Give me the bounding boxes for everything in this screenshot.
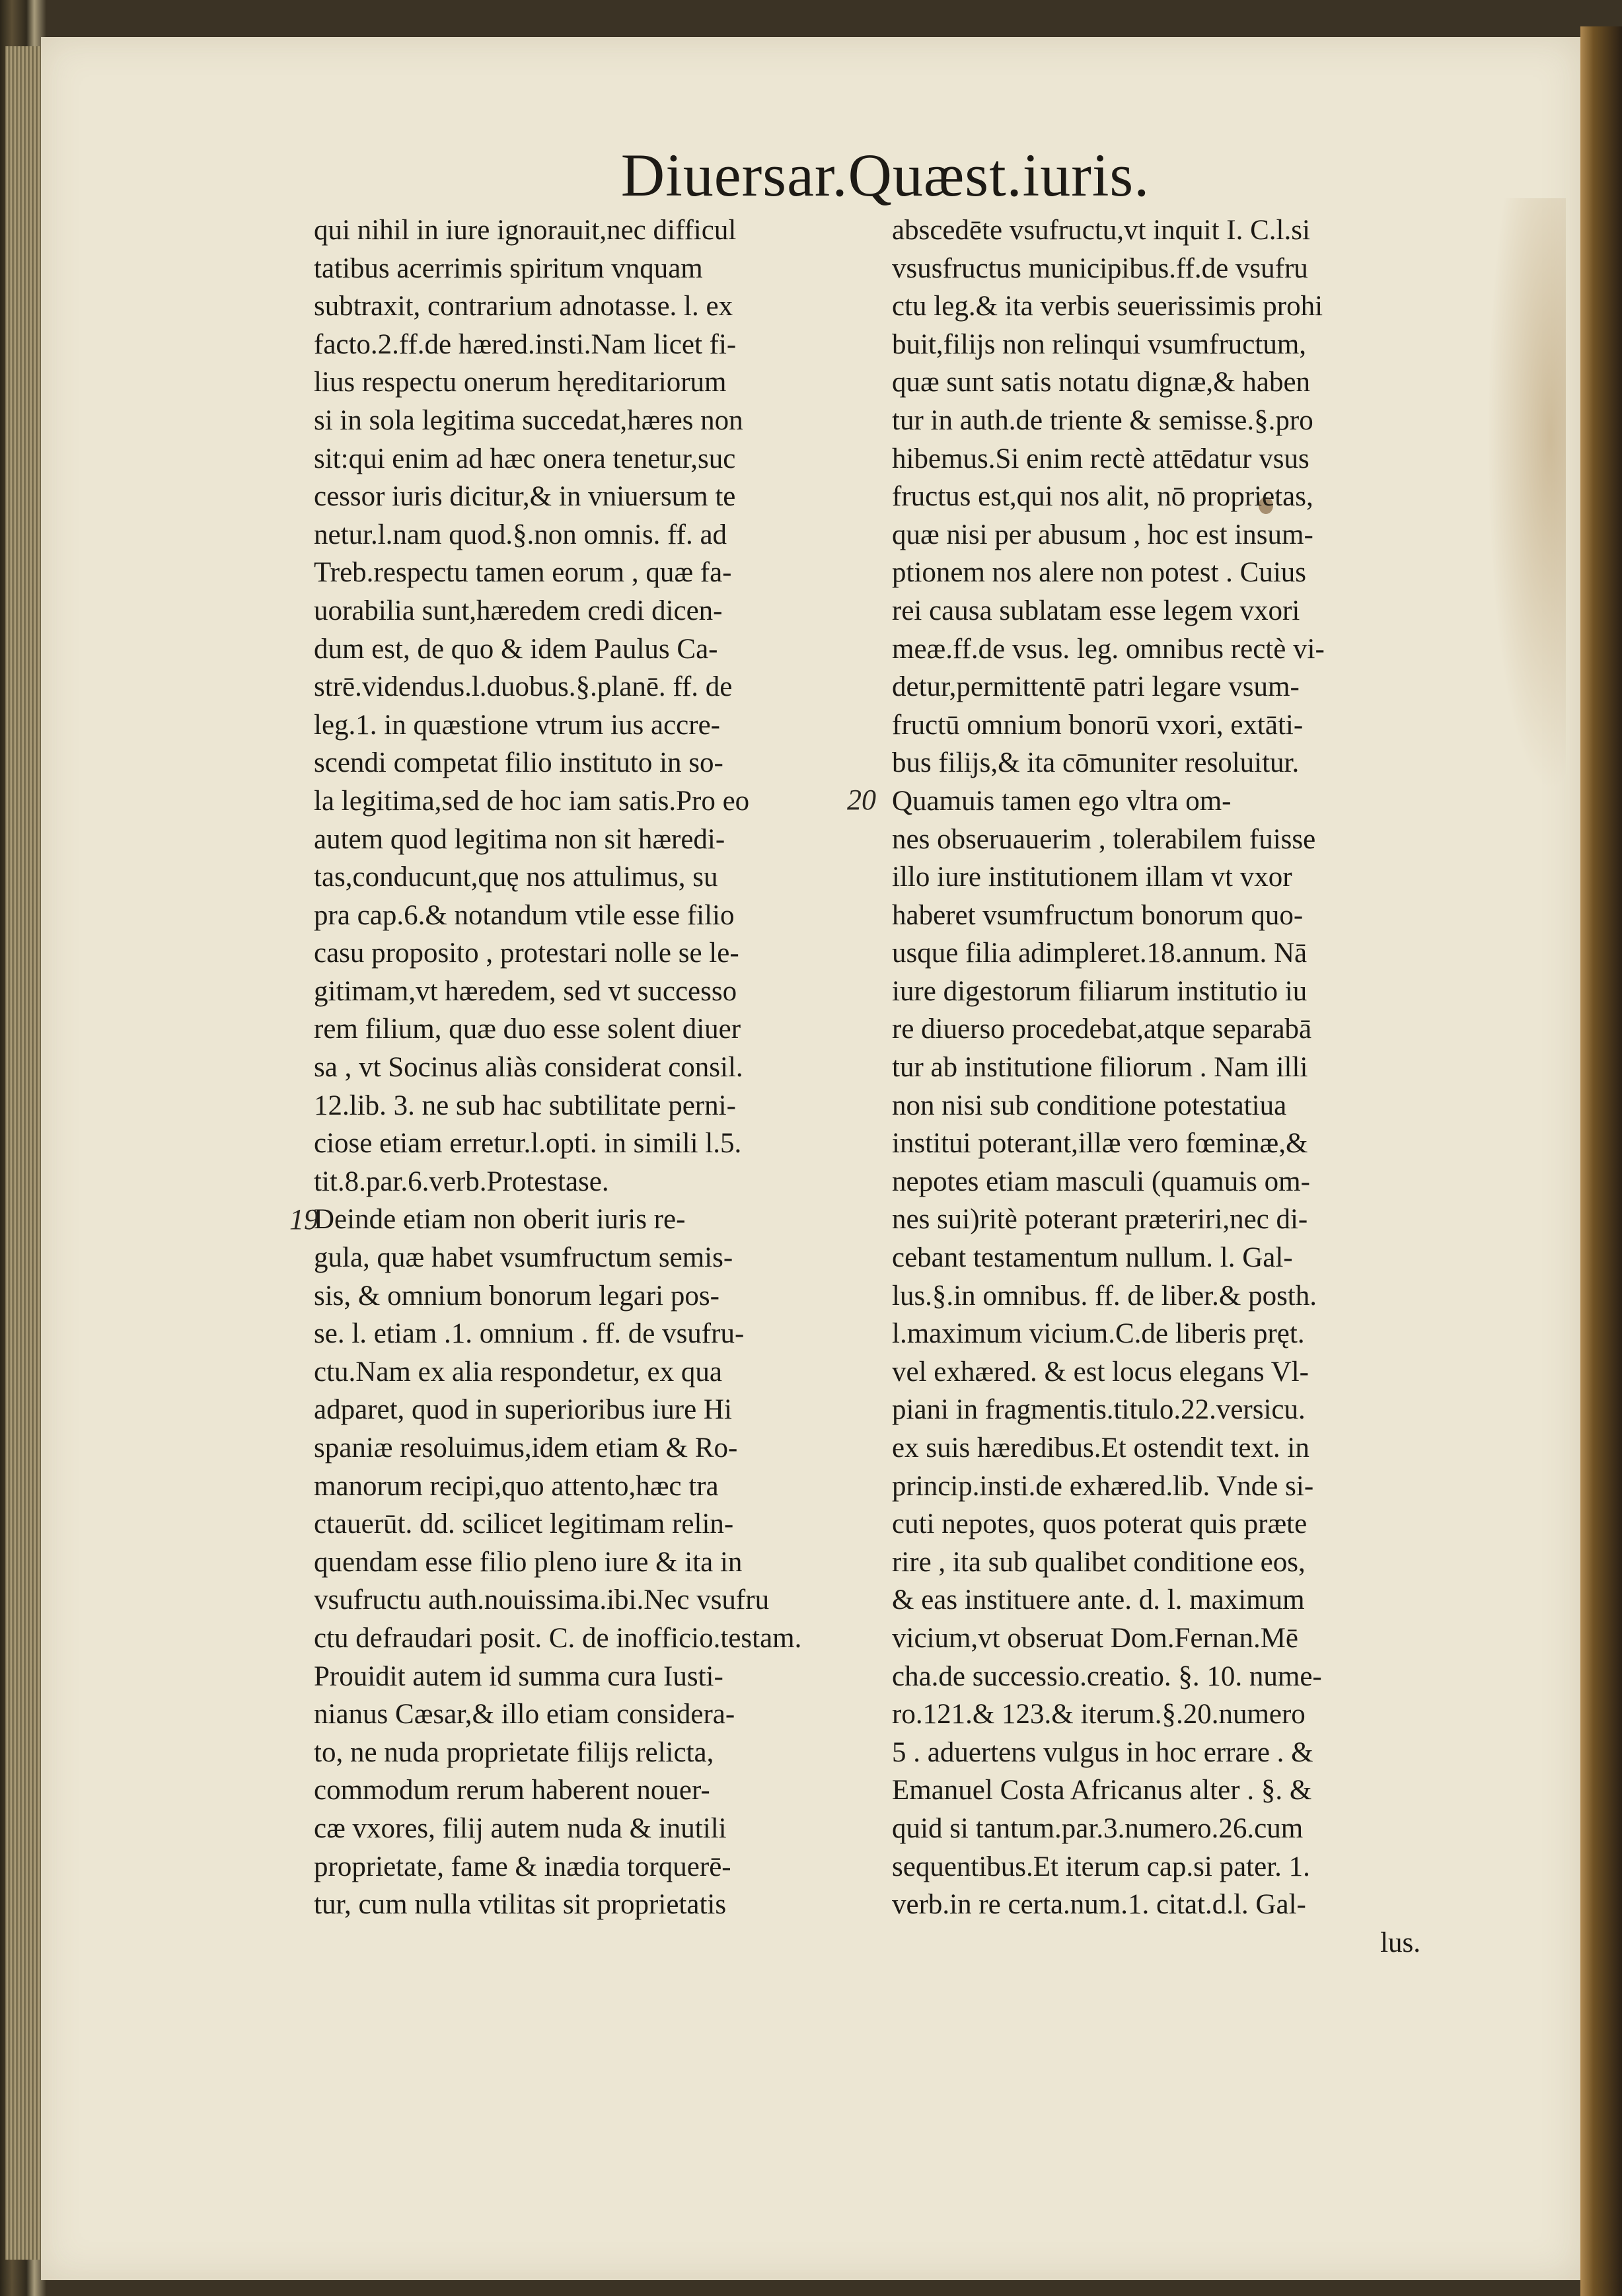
text-line: Prouidit autem id summa cura Iusti- <box>314 1660 723 1692</box>
text-line: piani in fragmentis.titulo.22.versicu. <box>892 1394 1306 1426</box>
text-line: uorabilia sunt,hæredem credi dicen- <box>314 595 723 626</box>
text-line: tur in auth.de triente & semisse.§.pro <box>892 404 1313 436</box>
text-line: institui poterant,illæ vero fœminæ,& <box>892 1128 1308 1160</box>
page-edges <box>5 46 46 2260</box>
text-line: to, ne nuda proprietate filijs relicta, <box>314 1736 714 1768</box>
text-line: tatibus acerrimis spiritum vnquam <box>314 252 703 284</box>
text-line: verb.in re certa.num.1. citat.d.l. Gal- <box>892 1889 1306 1921</box>
text-line: pra cap.6.& notandum vtile esse filio <box>314 899 735 931</box>
text-line: cha.de successio.creatio. §. 10. nume- <box>892 1660 1322 1692</box>
text-line: rire , ita sub qualibet conditione eos, <box>892 1546 1306 1578</box>
text-line: ro.121.& 123.& iterum.§.20.numero <box>892 1699 1306 1730</box>
text-line: nepotes etiam masculi (quamuis om- <box>892 1166 1310 1197</box>
text-line: gitimam,vt hæredem, sed vt successo <box>314 975 737 1007</box>
text-line: sis, & omnium bonorum legari pos- <box>314 1280 719 1312</box>
text-line: cessor iuris dicitur,& in vniuersum te <box>314 481 736 513</box>
text-line: hibemus.Si enim rectè attēdatur vsus <box>892 443 1309 474</box>
text-line: usque filia adimpleret.18.annum. Nā <box>892 938 1308 969</box>
text-line: netur.l.nam quod.§.non omnis. ff. ad <box>314 519 727 550</box>
text-line: ptionem nos alere non potest . Cuius <box>892 557 1307 589</box>
text-line: strē.videndus.l.duobus.§.planē. ff. de <box>314 671 733 703</box>
text-line: quæ nisi per abusum , hoc est insum- <box>892 519 1313 550</box>
text-line: ctu defraudari posit. C. de inofficio.testam. <box>314 1622 802 1654</box>
text-line: tur ab institutione filiorum . Nam illi <box>892 1052 1308 1084</box>
left-text-column <box>314 211 842 1924</box>
text-line: manorum recipi,quo attento,hæc tra <box>314 1470 719 1502</box>
text-line: sit:qui enim ad hæc onera tenetur,suc <box>314 443 736 474</box>
text-line: illo iure institutionem illam vt vxor <box>892 862 1292 893</box>
text-line: detur,permittentē patri legare vsum- <box>892 671 1300 703</box>
text-line: leg.1. in quæstione vtrum ius accre- <box>314 709 720 741</box>
right-text-column <box>892 211 1420 1962</box>
text-line: subtraxit, contrarium adnotasse. l. ex <box>314 291 733 322</box>
text-line: qui nihil in iure ignorauit,nec difficul <box>314 215 737 246</box>
text-line: Deinde etiam non oberit iuris re- <box>314 1204 686 1236</box>
text-line: nes sui)ritè poterant præteriri,nec di- <box>892 1204 1308 1236</box>
text-line: princip.insti.de exhæred.lib. Vnde si- <box>892 1470 1314 1502</box>
text-line: 12.lib. 3. ne sub hac subtilitate perni- <box>314 1090 736 1121</box>
text-line: quid si tantum.par.3.numero.26.cum <box>892 1812 1304 1844</box>
text-line: facto.2.ff.de hæred.insti.Nam licet fi- <box>314 328 737 360</box>
text-line: vsufructu auth.nouissima.ibi.Nec vsufru <box>314 1584 770 1616</box>
text-line: ctu leg.& ita verbis seuerissimis prohi <box>892 291 1323 322</box>
text-line: vel exhæred. & est locus elegans Vl- <box>892 1356 1309 1388</box>
text-line: nes obseruauerim , tolerabilem fuisse <box>892 823 1316 855</box>
text-line: lius respectu onerum hęreditariorum <box>314 367 727 398</box>
text-line: commodum rerum haberent nouer- <box>314 1775 710 1806</box>
text-line: la legitima,sed de hoc iam satis.Pro eo <box>314 785 750 817</box>
text-line: quendam esse filio pleno iure & ita in <box>314 1546 743 1578</box>
text-line: spaniæ resoluimus,idem etiam & Ro- <box>314 1432 738 1463</box>
text-line: lus.§.in omnibus. ff. de liber.& posth. <box>892 1280 1317 1312</box>
text-line: ex suis hæredibus.Et ostendit text. in <box>892 1432 1309 1463</box>
text-line: proprietate, fame & inædia torquerē- <box>314 1851 731 1882</box>
text-line: Quamuis tamen ego vltra om- <box>892 785 1232 817</box>
text-line: & eas instituere ante. d. l. maximum <box>892 1584 1305 1616</box>
text-line: ctu.Nam ex alia respondetur, ex qua <box>314 1356 722 1388</box>
text-line: cebant testamentum nullum. l. Gal- <box>892 1242 1293 1274</box>
text-line: haberet vsumfructum bonorum quo- <box>892 899 1304 931</box>
text-line: iure digestorum filiarum institutio iu <box>892 975 1308 1007</box>
margin-number-19: 19 <box>289 1203 318 1236</box>
text-line: abscedēte vsufructu,vt inquit I. C.l.si <box>892 215 1310 246</box>
text-line: vsusfructus municipibus.ff.de vsufru <box>892 252 1308 284</box>
text-line: non nisi sub conditione potestatiua <box>892 1090 1287 1121</box>
text-line: rei causa sublatam esse legem vxori <box>892 595 1300 626</box>
text-line: casu proposito , protestari nolle se le- <box>314 938 739 969</box>
text-line: meæ.ff.de vsus. leg. omnibus rectè vi- <box>892 633 1325 665</box>
text-line: si in sola legitima succedat,hæres non <box>314 404 743 436</box>
text-line: vicium,vt obseruat Dom.Fernan.Mē <box>892 1622 1299 1654</box>
right-page-edge <box>1580 26 1622 2296</box>
text-line: Emanuel Costa Africanus alter . §. & <box>892 1775 1312 1806</box>
text-line: 5 . aduertens vulgus in hoc errare . & <box>892 1736 1313 1768</box>
text-line: adparet, quod in superioribus iure Hi <box>314 1394 732 1426</box>
text-line: autem quod legitima non sit hæredi- <box>314 823 725 855</box>
text-line: cæ vxores, filij autem nuda & inutili <box>314 1812 727 1844</box>
text-line: nianus Cæsar,& illo etiam considera- <box>314 1699 735 1730</box>
text-line: sequentibus.Et iterum cap.si pater. 1. <box>892 1851 1310 1882</box>
text-line: tas,conducunt,quę nos attulimus, su <box>314 862 718 893</box>
text-line: dum est, de quo & idem Paulus Ca- <box>314 633 718 665</box>
text-line: quæ sunt satis notatu dignæ,& haben <box>892 367 1311 398</box>
text-line: ctauerūt. dd. scilicet legitimam relin- <box>314 1508 734 1540</box>
text-line: buit,filijs non relinqui vsumfructum, <box>892 328 1307 360</box>
text-line: rem filium, quæ duo esse solent diuer <box>314 1014 741 1045</box>
text-line: lus. <box>1380 1927 1420 1958</box>
text-line: tur, cum nulla vtilitas sit proprietatis <box>314 1889 727 1921</box>
text-line: tit.8.par.6.verb.Protestase. <box>314 1166 609 1197</box>
text-line: l.maximum vicium.C.de liberis pręt. <box>892 1318 1305 1350</box>
text-line: ciose etiam erretur.l.opti. in simili l.5. <box>314 1128 742 1160</box>
text-line: se. l. etiam .1. omnium . ff. de vsufru- <box>314 1318 745 1350</box>
text-line: sa , vt Socinus aliàs considerat consil. <box>314 1052 743 1084</box>
text-line: Treb.respectu tamen eorum , quæ fa- <box>314 557 732 589</box>
text-line: bus filijs,& ita cōmuniter resoluitur. <box>892 747 1300 779</box>
margin-number-20: 20 <box>847 784 876 816</box>
text-line: fructū omnium bonorū vxori, extāti- <box>892 709 1304 741</box>
text-line: scendi competat filio instituto in so- <box>314 747 723 779</box>
text-line: cuti nepotes, quos poterat quis præte <box>892 1508 1308 1540</box>
text-line: re diuerso procedebat,atque separabā <box>892 1014 1312 1045</box>
text-line: fructus est,qui nos alit, nō proprietas, <box>892 481 1313 513</box>
running-header: Diuersar.Quæst.iuris. <box>620 141 1150 209</box>
text-line: gula, quæ habet vsumfructum semis- <box>314 1242 733 1274</box>
